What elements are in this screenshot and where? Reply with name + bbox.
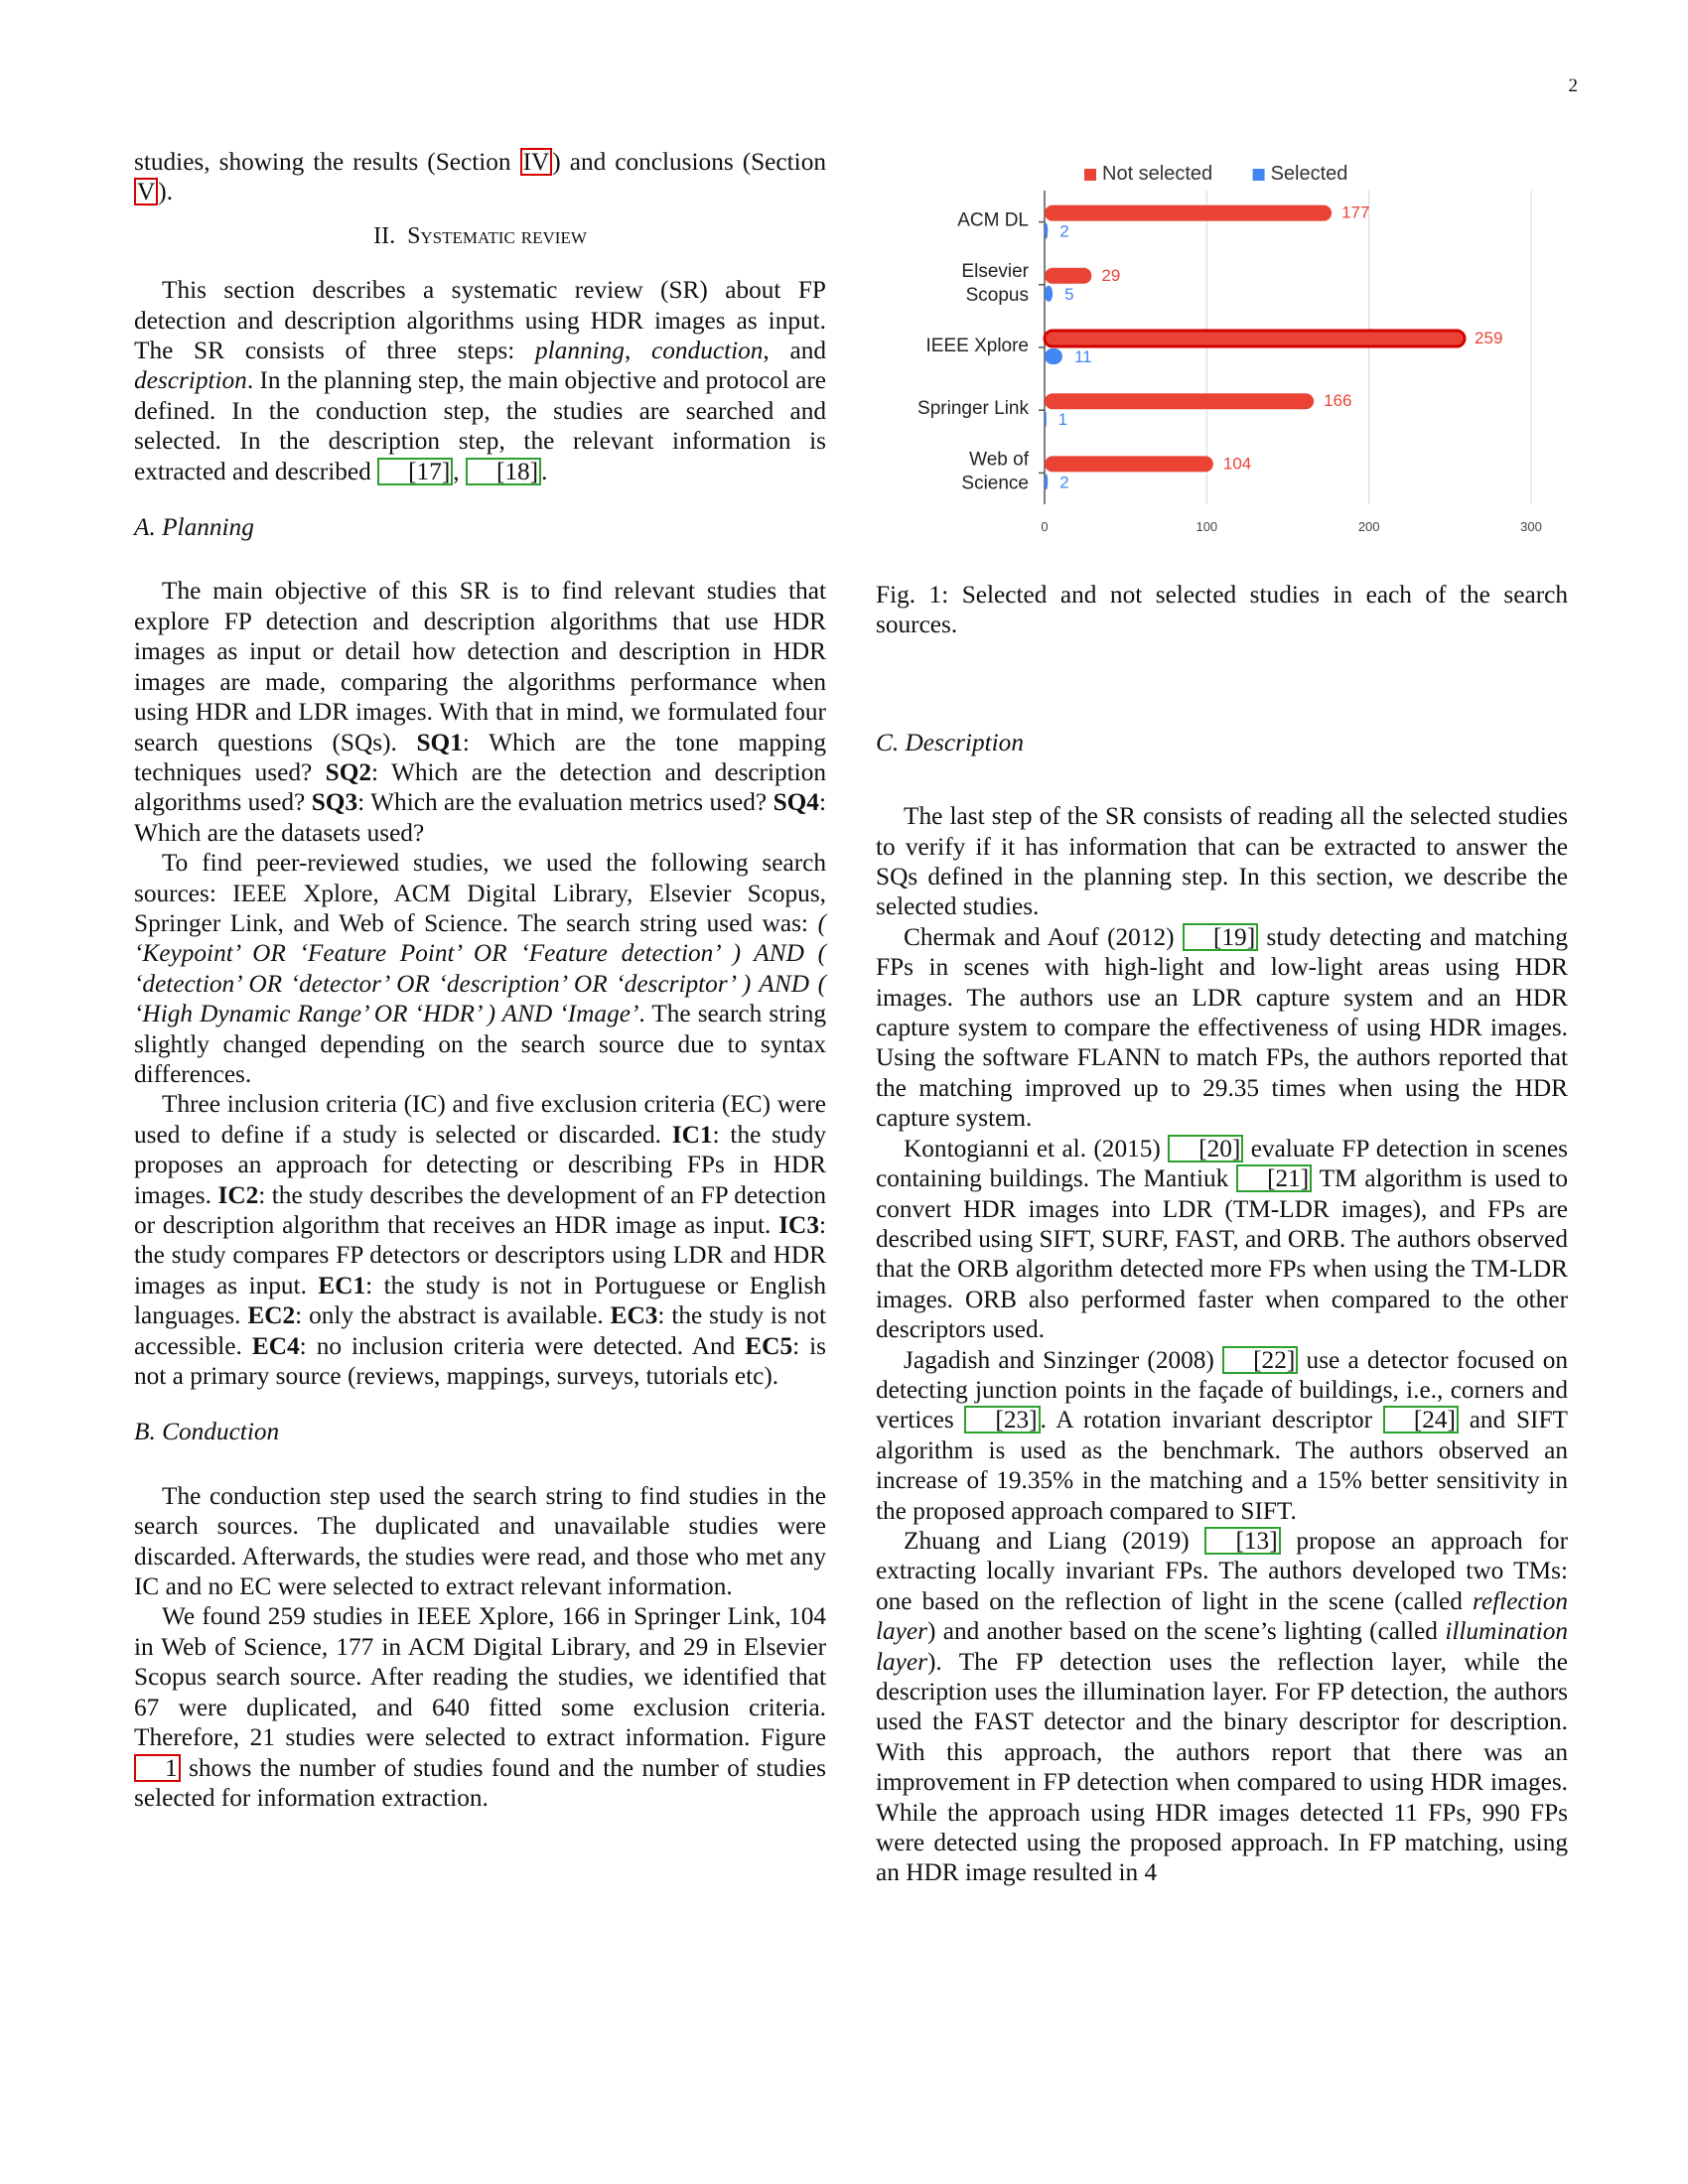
bar-selected bbox=[1045, 223, 1048, 239]
description-heading: C. Description bbox=[876, 728, 1024, 756]
description-paragraph-4: Jagadish and Sinzinger (2008) [22] use a detector focused on detecting junction points in the façade of buildings, i.e., corners and vertices [23] . A rotation invariant descriptor [24] and SIFT algorithm is used as the benchmark. The authors observed an increase of 19.35% in the matching and a 15% better sensitivity in the proposed approach compared to SIFT. bbox=[876, 1345, 1569, 1525]
bar-selected bbox=[1045, 411, 1047, 427]
planning-paragraph-1: The main objective of this SR is to find relevant studies that explore FP detection and description algorithms that use HDR images as input or detail how detection and description in HDR images are made, comparing the algorithms performance when using HDR and LDR images. With that in mind, we formulated four search questions (SQs). SQ1: Which are the tone mapping techniques used? SQ2: Which are the detection and description algorithms used? SQ3: Which are the evaluation metrics used? SQ4: Which are the datasets used? bbox=[134, 577, 826, 847]
conduction-heading: B. Conduction bbox=[134, 1418, 280, 1446]
bar-value-label: 5 bbox=[1064, 284, 1074, 304]
figure-caption: Fig. 1: Selected and not selected studies in each of the search sources. bbox=[876, 581, 1568, 639]
search-string: ( ‘Keypoint’ OR ‘Feature Point’ OR ‘Feature detection’ ) AND ( ‘detection’ OR ‘detector’ OR ‘description’ OR ‘descriptor’ ) AND ( ‘High Dynamic Range’ OR ‘HDR’ ) AND ‘Image’ bbox=[134, 908, 826, 1028]
conduction-paragraph-1: The conduction step used the search string to find studies in the search sources. The duplicated and unavailable studies were discarded. Afterwards, the studies were read, and those who met any IC and no EC were selected to extract relevant information. bbox=[134, 1481, 826, 1601]
description-paragraph-3: Kontogianni et al. (2015) [20] evaluate FP detection in scenes containing buildings. The Mantiuk [21] TM algorithm is used to convert HDR images into LDR (TM-LDR images), and FPs are described using SIFT, SURF, FAST, and ORB. The authors observed that the ORB algorithm detected more FPs when using the TM-LDR images. ORB also performed faster when compared to the other descriptors used. bbox=[876, 1134, 1569, 1344]
bar-not-selected bbox=[1045, 205, 1332, 221]
bar-not-selected bbox=[1045, 456, 1213, 472]
bar-value-label: 166 bbox=[1324, 391, 1352, 411]
figure-ref-1[interactable]: 1 bbox=[134, 1754, 181, 1782]
bar-not-selected bbox=[1045, 331, 1465, 346]
sr-paragraph: This section describes a systematic review (SR) about FP detection and description algorithms using HDR images as input. The SR consists of three steps: planning, conduction, and description. In the planning step, the main objective and protocol are defined. In the conduction step, the studies are searched and selected. In the description step, the relevant information is extracted and described [17] , [18] . bbox=[134, 276, 826, 485]
description-paragraph-5: Zhuang and Liang (2019) [13] propose an approach for extracting locally invariant FPs. The authors developed two TMs: one based on the reflection of light in the scene (called reflection layer) and another based on the scene’s lighting (called illumination layer). The FP detection uses the reflection layer, while the description uses the illumination layer. For FP detection, the authors used the FAST detector and the binary descriptor for description. With this approach, the authors report that there was an improvement in FP detection when compared to using HDR images. While the approach using HDR images detected 11 FPs, 990 FPs were detected using the proposed approach. In FP matching, using an HDR image resulted in 4 bbox=[876, 1526, 1569, 1887]
citation-18[interactable]: [18] bbox=[466, 458, 541, 485]
bar-not-selected bbox=[1045, 268, 1091, 284]
bar-selected bbox=[1045, 286, 1053, 302]
legend-label: Selected bbox=[1270, 163, 1348, 185]
legend-swatch bbox=[1084, 169, 1096, 181]
bar-selected bbox=[1045, 348, 1062, 364]
bar-value-label: 2 bbox=[1059, 221, 1069, 241]
legend-label: Not selected bbox=[1102, 163, 1213, 185]
description-paragraph-1: The last step of the SR consists of reading all the selected studies to verify if it has information that can be extracted to answer the SQs defined in the planning step. In this section, we describe the selected studies. bbox=[876, 802, 1568, 921]
bar-selected bbox=[1045, 474, 1048, 489]
category-label: IEEE Xplore bbox=[925, 336, 1029, 356]
x-tick-label: 300 bbox=[1520, 519, 1542, 534]
category-label: Elsevier bbox=[961, 260, 1029, 282]
x-tick-label: 200 bbox=[1357, 519, 1380, 534]
citation-17[interactable]: [17] bbox=[377, 458, 453, 485]
planning-paragraph-2: To find peer-reviewed studies, we used the following search sources: IEEE Xplore, ACM Digital Library, Elsevier Scopus, Springer Link, and Web of Science. The search string used was: ( ‘Keypoint’ OR ‘Feature Point’ OR ‘Feature detection’ ) AND ( ‘detection’ OR ‘detector’ OR ‘description’ OR ‘descriptor’ ) AND ( ‘High Dynamic Range’ OR ‘HDR’ ) AND ‘Image’. The search string slightly changed depending on the search source due to syntax differences. bbox=[134, 849, 826, 1088]
category-label: Science bbox=[961, 473, 1029, 494]
intro-paragraph: studies, showing the results (Section IV ) and conclusions (Section V ). bbox=[134, 148, 826, 206]
bar-value-label: 259 bbox=[1475, 329, 1503, 347]
bar-value-label: 177 bbox=[1341, 203, 1370, 222]
page-number: 2 bbox=[1568, 75, 1578, 96]
bar-chart bbox=[876, 149, 1568, 556]
right-column bbox=[876, 149, 1568, 1888]
figure-1 bbox=[876, 149, 1568, 556]
citation-13[interactable]: [13] bbox=[1204, 1527, 1280, 1555]
description-paragraph-2: Chermak and Aouf (2012) [19] study detecting and matching FPs in scenes with high-light and low-light areas using HDR images. The authors use an LDR capture system and an HDR capture system to compare the effectiveness of using HDR images. Using the software FLANN to match FPs, the authors reported that the matching improved up to 29.35 times when using the HDR capture system. bbox=[876, 922, 1568, 1133]
bar-value-label: 2 bbox=[1059, 473, 1069, 492]
left-column bbox=[134, 147, 826, 1813]
x-tick-label: 100 bbox=[1196, 519, 1218, 534]
citation-24[interactable]: [24] bbox=[1383, 1406, 1459, 1433]
citation-20[interactable]: [20] bbox=[1168, 1135, 1243, 1162]
category-label: Web of bbox=[969, 449, 1029, 471]
planning-heading: A. Planning bbox=[134, 513, 254, 542]
citation-23[interactable]: [23] bbox=[964, 1406, 1040, 1433]
section-title: Systematic review bbox=[407, 222, 587, 249]
conduction-paragraph-2: We found 259 studies in IEEE Xplore, 166 in Springer Link, 104 in Web of Science, 177 in ACM Digital Library, and 29 in Elsevier Scopus search source. After reading the studies, we identified that 67 were duplicated, and 640 fitted some exclusion criteria. Therefore, 21 studies were selected to extract information. Figure 1 shows the number of studies found and the number of studies selected for information extraction. bbox=[134, 1602, 826, 1812]
category-label: Springer Link bbox=[917, 398, 1029, 420]
bar-value-label: 11 bbox=[1073, 347, 1092, 366]
bar-value-label: 29 bbox=[1101, 265, 1121, 285]
x-tick-label: 0 bbox=[1041, 519, 1049, 534]
planning-paragraph-3: Three inclusion criteria (IC) and five exclusion criteria (EC) were used to define if a study is selected or discarded. IC1: the study proposes an approach for detecting or describing FPs in HDR images. IC2: the study describes the development of an FP detection or description algorithm that receives an HDR image as input. IC3: the study compares FP detectors or descriptors using LDR and HDR images as input. EC1: the study is not in Portuguese or English languages. EC2: only the abstract is available. EC3: the study is not accessible. EC4: no inclusion criteria were detected. And EC5: is not a primary source (reviews, mappings, surveys, tutorials etc). bbox=[134, 1090, 827, 1391]
legend-swatch bbox=[1253, 169, 1265, 181]
category-label: ACM DL bbox=[957, 209, 1029, 231]
citation-21[interactable]: [21] bbox=[1236, 1164, 1312, 1192]
citation-22[interactable]: [22] bbox=[1222, 1346, 1298, 1374]
section-heading bbox=[134, 221, 826, 251]
section-number: II. bbox=[373, 222, 396, 249]
bar-not-selected bbox=[1045, 393, 1314, 409]
citation-19[interactable]: [19] bbox=[1183, 923, 1258, 951]
section-ref-v[interactable]: V bbox=[134, 178, 158, 205]
bar-value-label: 1 bbox=[1057, 410, 1068, 430]
section-ref-iv[interactable]: IV bbox=[520, 148, 553, 176]
category-label: Scopus bbox=[965, 284, 1029, 306]
bar-value-label: 104 bbox=[1222, 454, 1252, 474]
